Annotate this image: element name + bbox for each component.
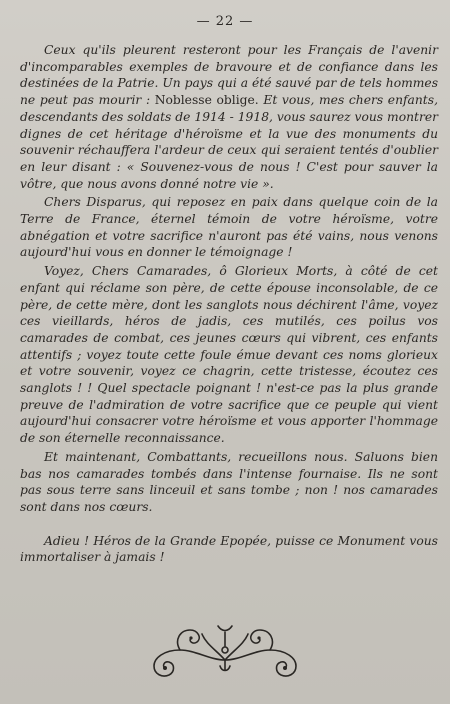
paragraph-4: Et maintenant, Combattants, recueillons nous. Saluons bien bas nos camarades tombés dans l'intense fournaise. Ils ne sont pas sous terre sans linceuil et sans tombe ; non ! nos camarades sont dans nos cœurs. [20,449,438,514]
scroll-flourish-ornament-icon [140,620,310,682]
paragraph-1-text-a: Ceux qu'ils pleurent resteront pour les Français de l'avenir d'incomparables exemples de bravoure et de confiance dans les destinées de la Patrie. Un pays qui a été sauvé par de tels hommes ne peut pas mourir : [20,43,438,108]
paragraph-5: Adieu ! Héros de la Grande Epopée, puisse ce Monument vous immortaliser à jamais ! [20,533,438,565]
paragraph-2: Chers Disparus, qui reposez en paix dans quelque coin de la Terre de France, éternel témoin de votre héroïsme, votre abnégation et votre sacrifice n'auront pas été vains, nous venons aujourd'hui vous en donner le témoignage ! [20,195,438,260]
paragraph-1-text-b: Et vous, mes chers enfants, descendants des soldats de 1914 - 1918, vous saurez vous montrer dignes de cet héritage d'héroïsme et la vue des monuments du souvenir réchauffera l'ardeur de ceux qui seraient tentés d'oublier en leur disant : « Souvenez-vous de nous ! C'est pour sauver la vôtre, que nous avons donné notre vie ». [20,93,438,191]
paragraph-1 [20,42,438,192]
body-text [20,42,438,566]
paragraph-3: Voyez, Chers Camarades, ô Glorieux Morts, à côté de cet enfant qui réclame son père, de cette épouse inconsolable, de ce père, de cette mère, dont les sanglots nous déchirent l'âme, voyez ces vieillards, héros de jadis, ces mutilés, ces poilus vos camarades de combat, ces jeunes cœurs qui vibrent, ces enfants attentifs ; voyez toute cette foule émue devant ces noms glorieux et votre souvenir, voyez ce chagrin, cette tristesse, écoutez ces sanglots ! ! Quel spectacle poignant ! n'est-ce pas la plus grande preuve de l'admiration de votre sacrifice que ce peuple qui vient aujourd'hui consacrer votre héroïsme et vous apporter l'hommage de son éternelle reconnaissance. [20,264,438,446]
page-number: — 22 — [196,14,254,29]
paragraph-1-upright-phrase: Noblesse oblige. [154,93,259,108]
